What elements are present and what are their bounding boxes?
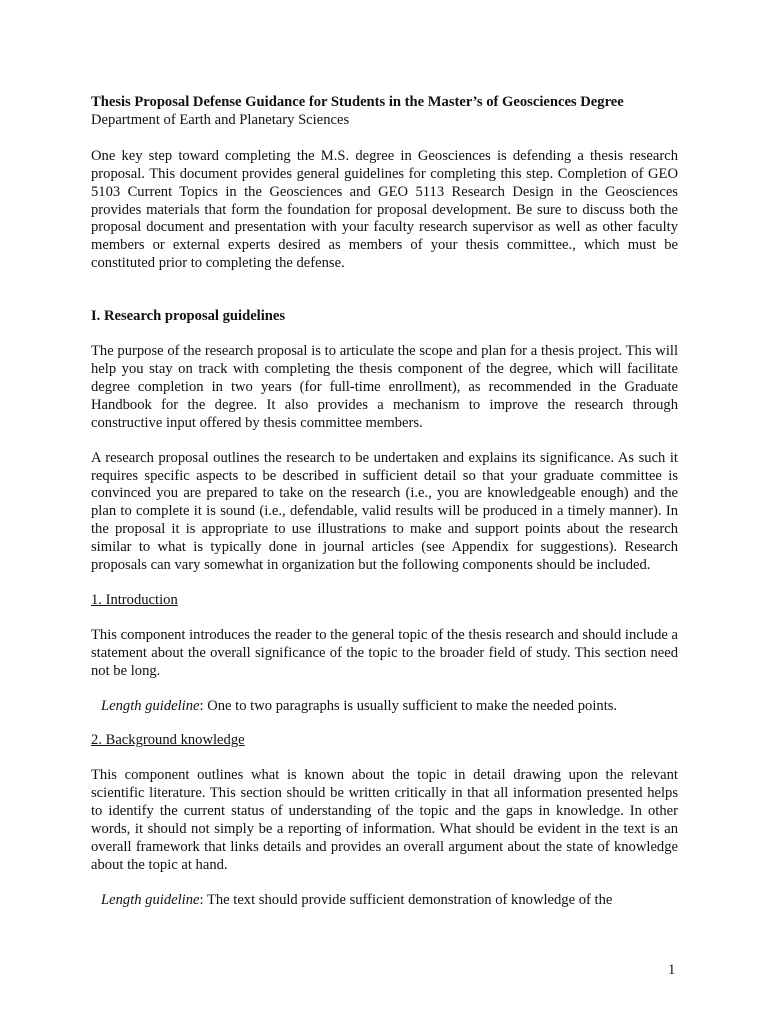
subheading-introduction: 1. Introduction [91,591,178,608]
guideline-label: Length guideline [101,891,200,908]
guideline-text: : The text should provide sufficient demonstration of knowledge of the [199,891,613,908]
background-length-guideline [91,892,678,910]
background-paragraph: This component outlines what is known about the topic in detail drawing upon the relevant scientific literature. This section should be written critically in that all information presented helps to identify the current status of understanding of the topic and the gaps in knowledge. In other words, it should not simply be a reporting of information. What should be evident in the text is an overall framework that links details and provides an overall argument about the state of knowledge about the topic at hand. [91,767,678,873]
introduction-length-guideline [91,698,678,716]
guideline-label: Length guideline [101,697,200,714]
outline-paragraph: A research proposal outlines the research to be undertaken and explains its significance. As such it requires specific aspects to be described in sufficient detail so that your graduate committee is convinced you are prepared to take on the research (i.e., you are knowledgeable enough) and the plan to complete it is sound (i.e., defendable, valid results will be produced in a timely manner). In the proposal it is appropriate to use illustrations to make and support points about the research similar to what is typically done in journal articles (see Appendix for suggestions). Research proposals can vary somewhat in organization but the following components should be included. [91,449,678,574]
purpose-paragraph: The purpose of the research proposal is to articulate the scope and plan for a thesis project. This will help you stay on track with completing the thesis component of the degree, which will facilitate degree completion in two years (for full-time enrollment), as recommended in the Graduate Handbook for the degree. It also provides a mechanism to improve the research through constructive input offered by thesis committee members. [91,343,678,431]
page-number: 1 [668,962,676,978]
intro-paragraph: One key step toward completing the M.S. degree in Geosciences is defending a thesis research proposal. This document provides general guidelines for completing this step. Completion of GEO 5103 Current Topics in the Geosciences and GEO 5113 Research Design in the Geosciences provides materials that form the foundation for proposal development. Be sure to discuss both the proposal document and presentation with your faculty research supervisor as well as other faculty members or external experts desired as members of your thesis committee., which must be constituted prior to completing the defense. [91,147,678,272]
introduction-paragraph: This component introduces the reader to the general topic of the thesis research and should include a statement about the overall significance of the topic to the broader field of study. This section need not be long. [91,626,678,679]
document-title: Thesis Proposal Defense Guidance for Students in the Master’s of Geosciences Degree [91,94,624,110]
department-line: Department of Earth and Planetary Sciences [91,111,350,128]
document-body [91,94,678,927]
guideline-text: : One to two paragraphs is usually sufficient to make the needed points. [199,697,618,714]
subheading-background-knowledge: 2. Background knowledge [91,732,245,749]
section-heading-research-proposal: I. Research proposal guidelines [91,308,286,325]
